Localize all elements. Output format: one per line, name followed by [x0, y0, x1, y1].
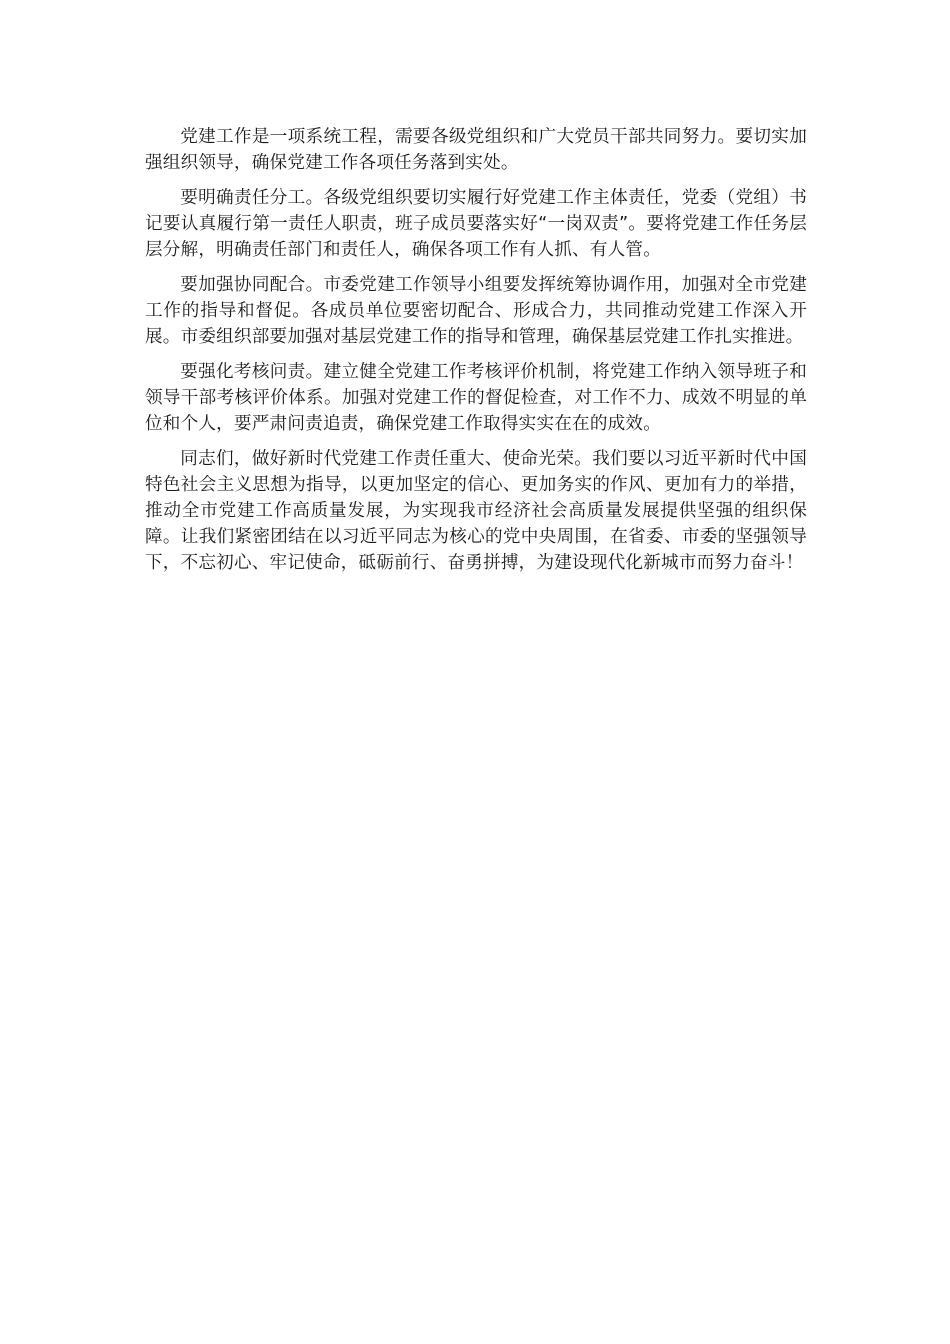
paragraph-5: 同志们，做好新时代党建工作责任重大、使命光荣。我们要以习近平新时代中国特色社会主义思想为指导，以更加坚定的信心、更加务实的作风、更加有力的举措，推动全市党建工作高质量发展，为实现我市经济社会高质量发展提供坚强的组织保障。让我们紧密团结在以习近平同志为核心的党中央周围，在省委、市委的坚强领导下，不忘初心、牢记使命，砥砺前行、奋勇拼搏，为建设现代化新城市而努力奋斗！: [145, 449, 807, 573]
document-body: [145, 124, 807, 585]
paragraph-4: 要强化考核问责。建立健全党建工作考核评价机制，将党建工作纳入领导班子和领导干部考核评价体系。加强对党建工作的督促检查，对工作不力、成效不明显的单位和个人，要严肃问责追责，确保党建工作取得实实在在的成效。: [145, 362, 807, 434]
paragraph-1: 党建工作是一项系统工程，需要各级党组织和广大党员干部共同努力。要切实加强组织领导，确保党建工作各项任务落到实处。: [145, 127, 807, 173]
paragraph-3: 要加强协同配合。市委党建工作领导小组要发挥统筹协调作用，加强对全市党建工作的指导和督促。各成员单位要密切配合、形成合力，共同推动党建工作深入开展。市委组织部要加强对基层党建工作的指导和管理，确保基层党建工作扎实推进。: [145, 275, 807, 347]
paragraph-2: 要明确责任分工。各级党组织要切实履行好党建工作主体责任，党委（党组）书记要认真履行第一责任人职责，班子成员要落实好“一岗双责”。要将党建工作任务层层分解，明确责任部门和责任人，确保各项工作有人抓、有人管。: [145, 188, 807, 260]
